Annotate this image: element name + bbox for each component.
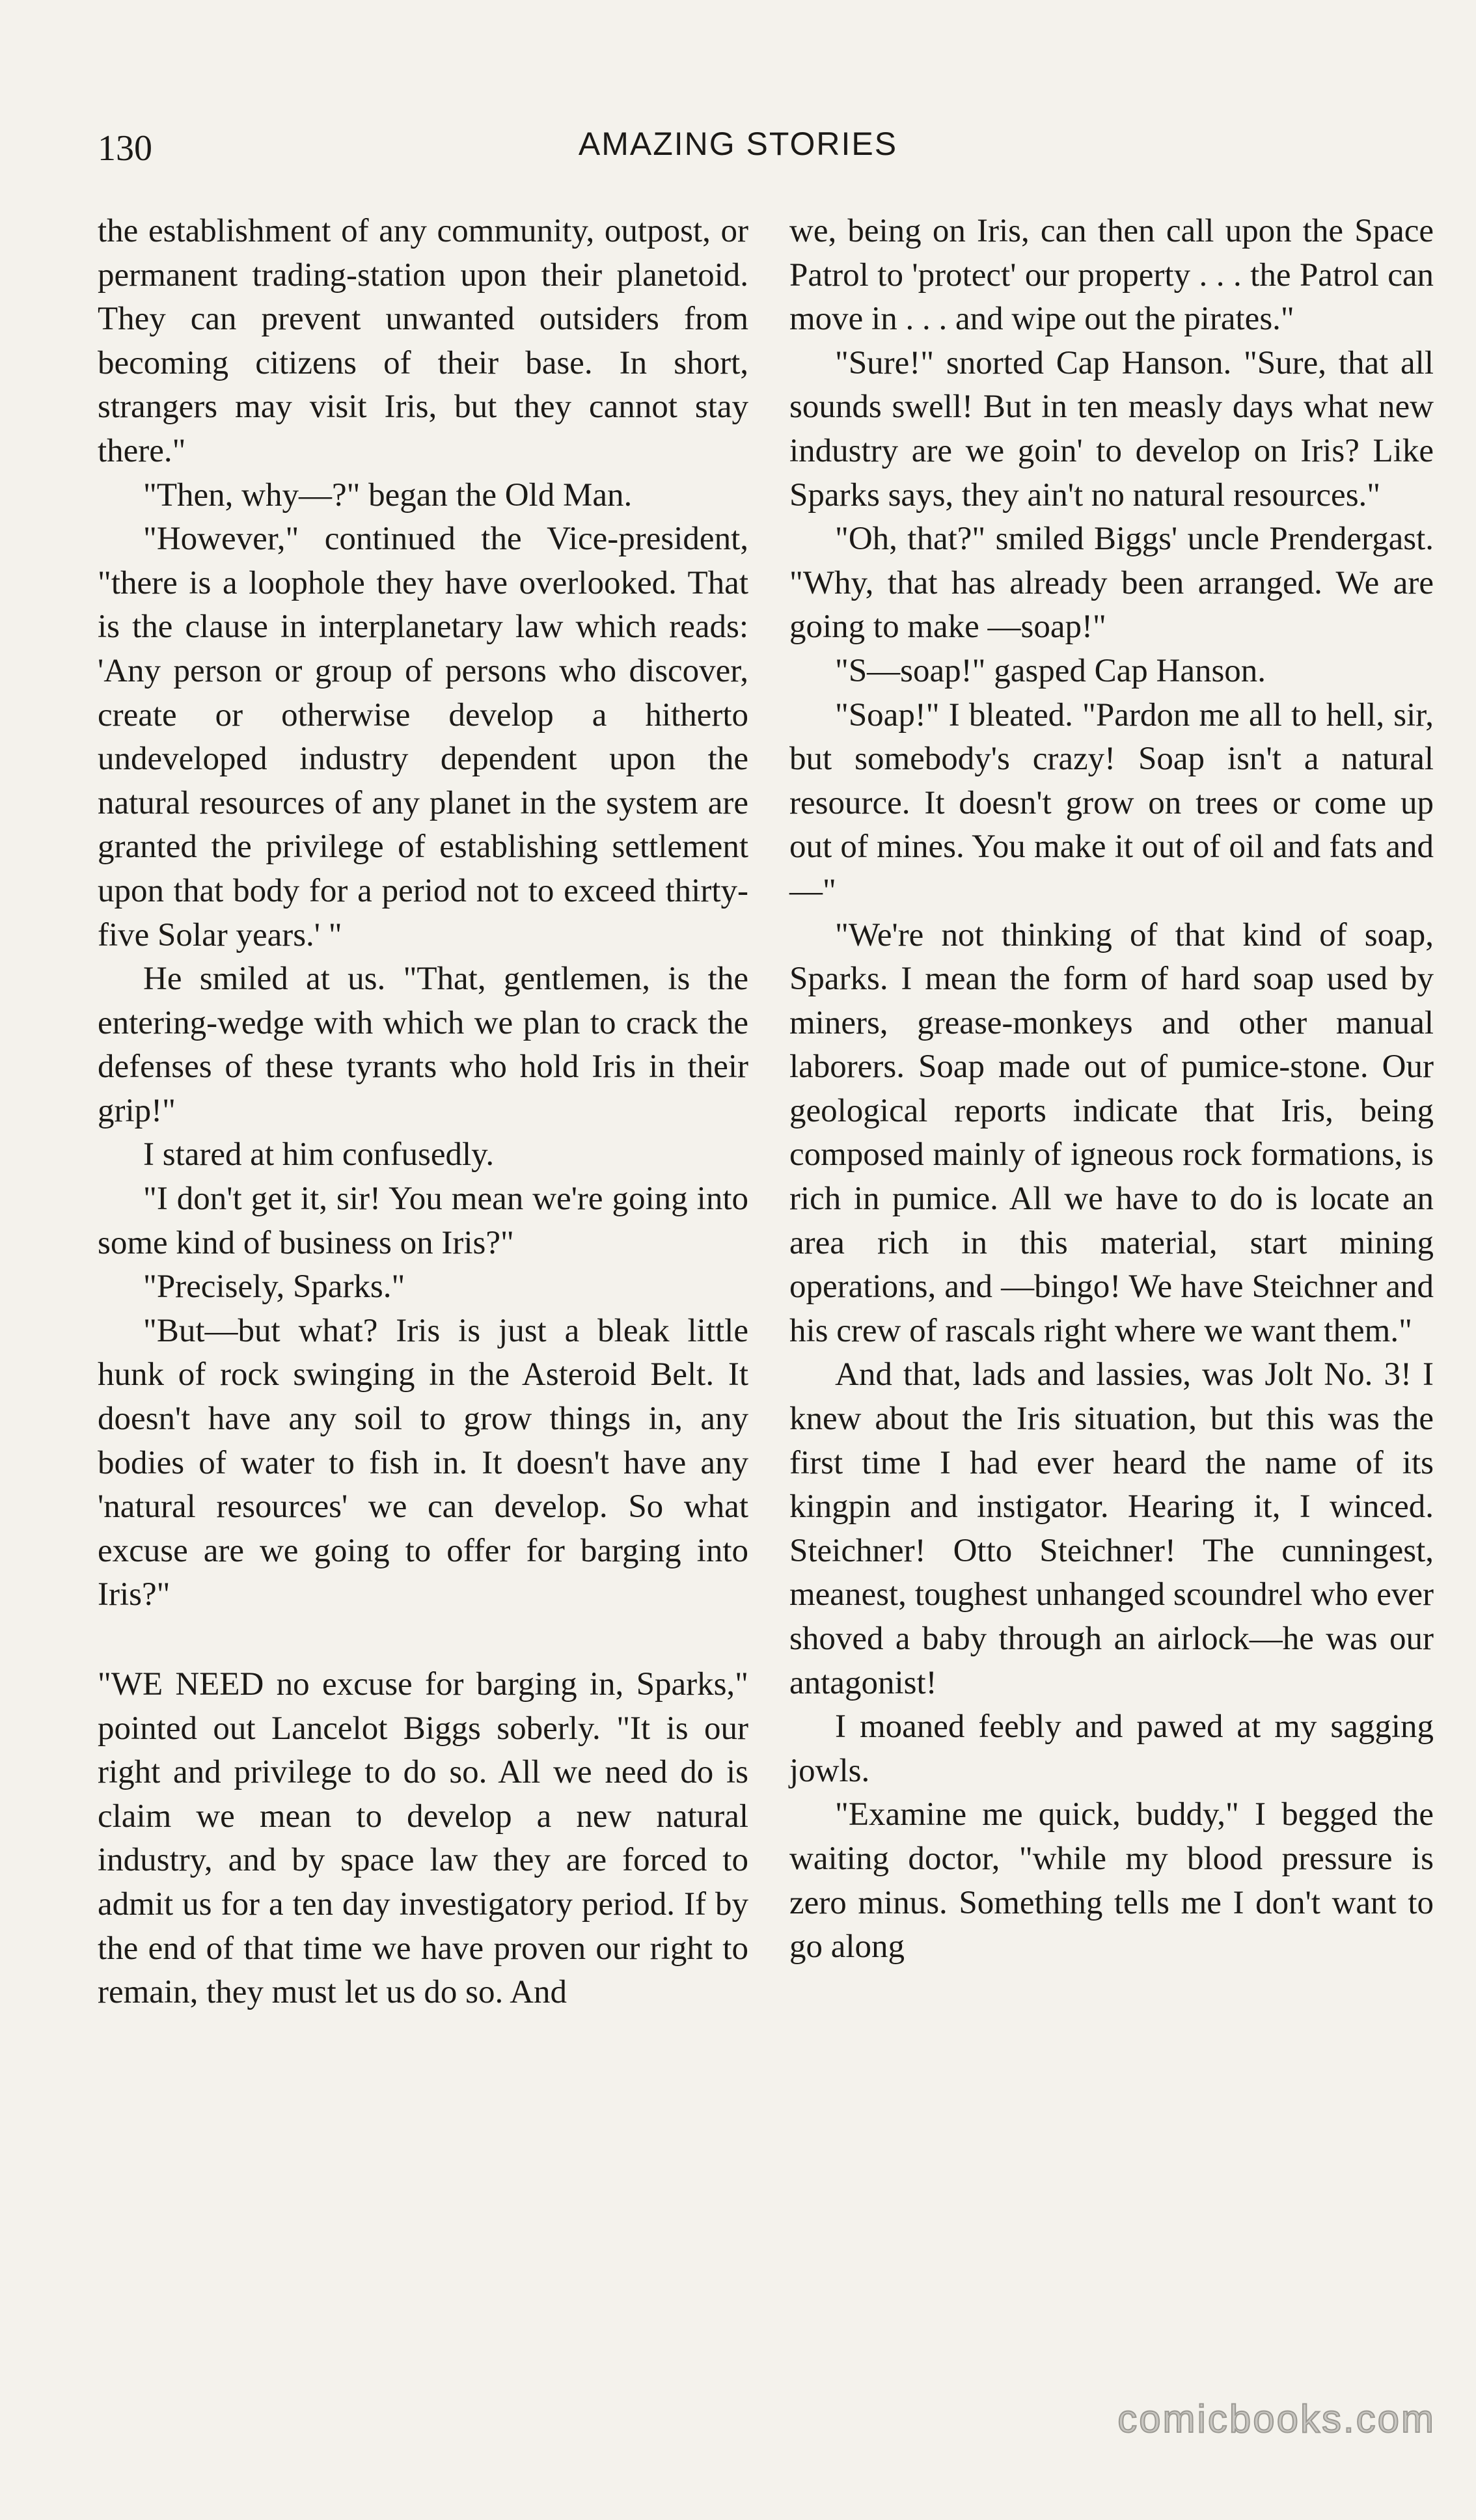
paragraph: And that, lads and lassies, was Jolt No. 3! I knew about the Iris situation, but this was the first time I had ever heard the name of its kingpin and instigator. Hearing it, I winced. Steichner! Otto Steichner! The cunningest, meanest, toughest unhanged scoundrel who ever shoved a baby through an airlock—he was our antagonist! — [789, 1356, 1434, 1701]
paragraph: "Soap!" I bleated. "Pardon me all to hell, sir, but somebody's crazy! Soap isn't a natural resource. It doesn't grow on trees or come up out of mines. You make it out of oil and fats and—" — [789, 696, 1434, 909]
paragraph: "We're not thinking of that kind of soap, Sparks. I mean the form of hard soap used by miners, grease-monkeys and other manual laborers. Soap made out of pumice-stone. Our geological reports indicate that Iris, being composed mainly of igneous rock formations, is rich in pumice. All we have to do is locate an area rich in this material, start mining operations, and —bingo! We have Steichner and his crew of rascals right where we want them." — [789, 916, 1434, 1349]
page-number: 130 — [98, 128, 152, 169]
paragraph: "I don't get it, sir! You mean we're going into some kind of business on Iris?" — [98, 1181, 748, 1261]
paragraph: "S—soap!" gasped Cap Hanson. — [835, 652, 1266, 689]
paragraph: "Then, why—?" began the Old Man. — [143, 476, 633, 514]
paragraph: "But—but what? Iris is just a bleak little hunk of rock swinging in the Asteroid Belt. It doesn't have any soil to grow things in, any bodies of water to fish in. It doesn't have any 'natural resources' we can develop. So what excuse are we going to offer for barging into Iris?" — [98, 1312, 748, 1613]
paragraph: we, being on Iris, can then call upon the Space Patrol to 'protect' our property . . . the Patrol can move in . . . and wipe out the pirates." — [789, 213, 1434, 338]
section-start-paragraph: "WE NEED no excuse for barging in, Sparks," pointed out Lancelot Biggs soberly. "It is our right and privilege to do so. All we need do is claim we mean to develop a new natural industry, and by space law they are forced to admit us for a ten day investigatory period. If by the end of that time we have proven our right to remain, they must let us do so. And — [98, 1666, 748, 2011]
running-head: AMAZING STORIES — [578, 126, 898, 162]
paragraph: "Precisely, Sparks." — [143, 1268, 405, 1306]
paragraph: "Examine me quick, buddy," I begged the waiting doctor, "while my blood pressure is zero minus. Something tells me I don't want to go along — [789, 1796, 1434, 1965]
paragraph: "However," continued the Vice-president, "there is a loophole they have overlooked. That is the clause in interplanetary law which reads: 'Any person or group of persons who discover, create or otherwise develop a hitherto undeveloped industry dependent upon the natural resources of any planet in the system are granted the privilege of establishing settlement upon that body for a period not to exceed thirty-five Solar years.' " — [98, 521, 748, 953]
paragraph: the establishment of any community, outpost, or permanent trading-station upon their planetoid. They can prevent unwanted outsiders from becoming citizens of their base. In short, strangers may visit Iris, but they cannot stay there." — [98, 213, 748, 469]
paragraph: "Oh, that?" smiled Biggs' uncle Prendergast. "Why, that has already been arranged. We are going to make —soap!" — [789, 521, 1434, 646]
paragraph: I moaned feebly and pawed at my sagging jowls. — [789, 1708, 1434, 1789]
right-column — [789, 210, 1434, 1969]
watermark-text: comicbooks.com — [1117, 2397, 1436, 2441]
paragraph: He smiled at us. "That, gentlemen, is the entering-wedge with which we plan to crack the defenses of these tyrants who hold Iris in their grip!" — [98, 961, 748, 1129]
paragraph: "Sure!" snorted Cap Hanson. "Sure, that all sounds swell! But in ten measly days what new industry are we goin' to develop on Iris? Like Sparks says, they ain't no natural resources." — [789, 344, 1434, 514]
left-column — [98, 210, 748, 2015]
paragraph: I stared at him confusedly. — [143, 1136, 495, 1173]
